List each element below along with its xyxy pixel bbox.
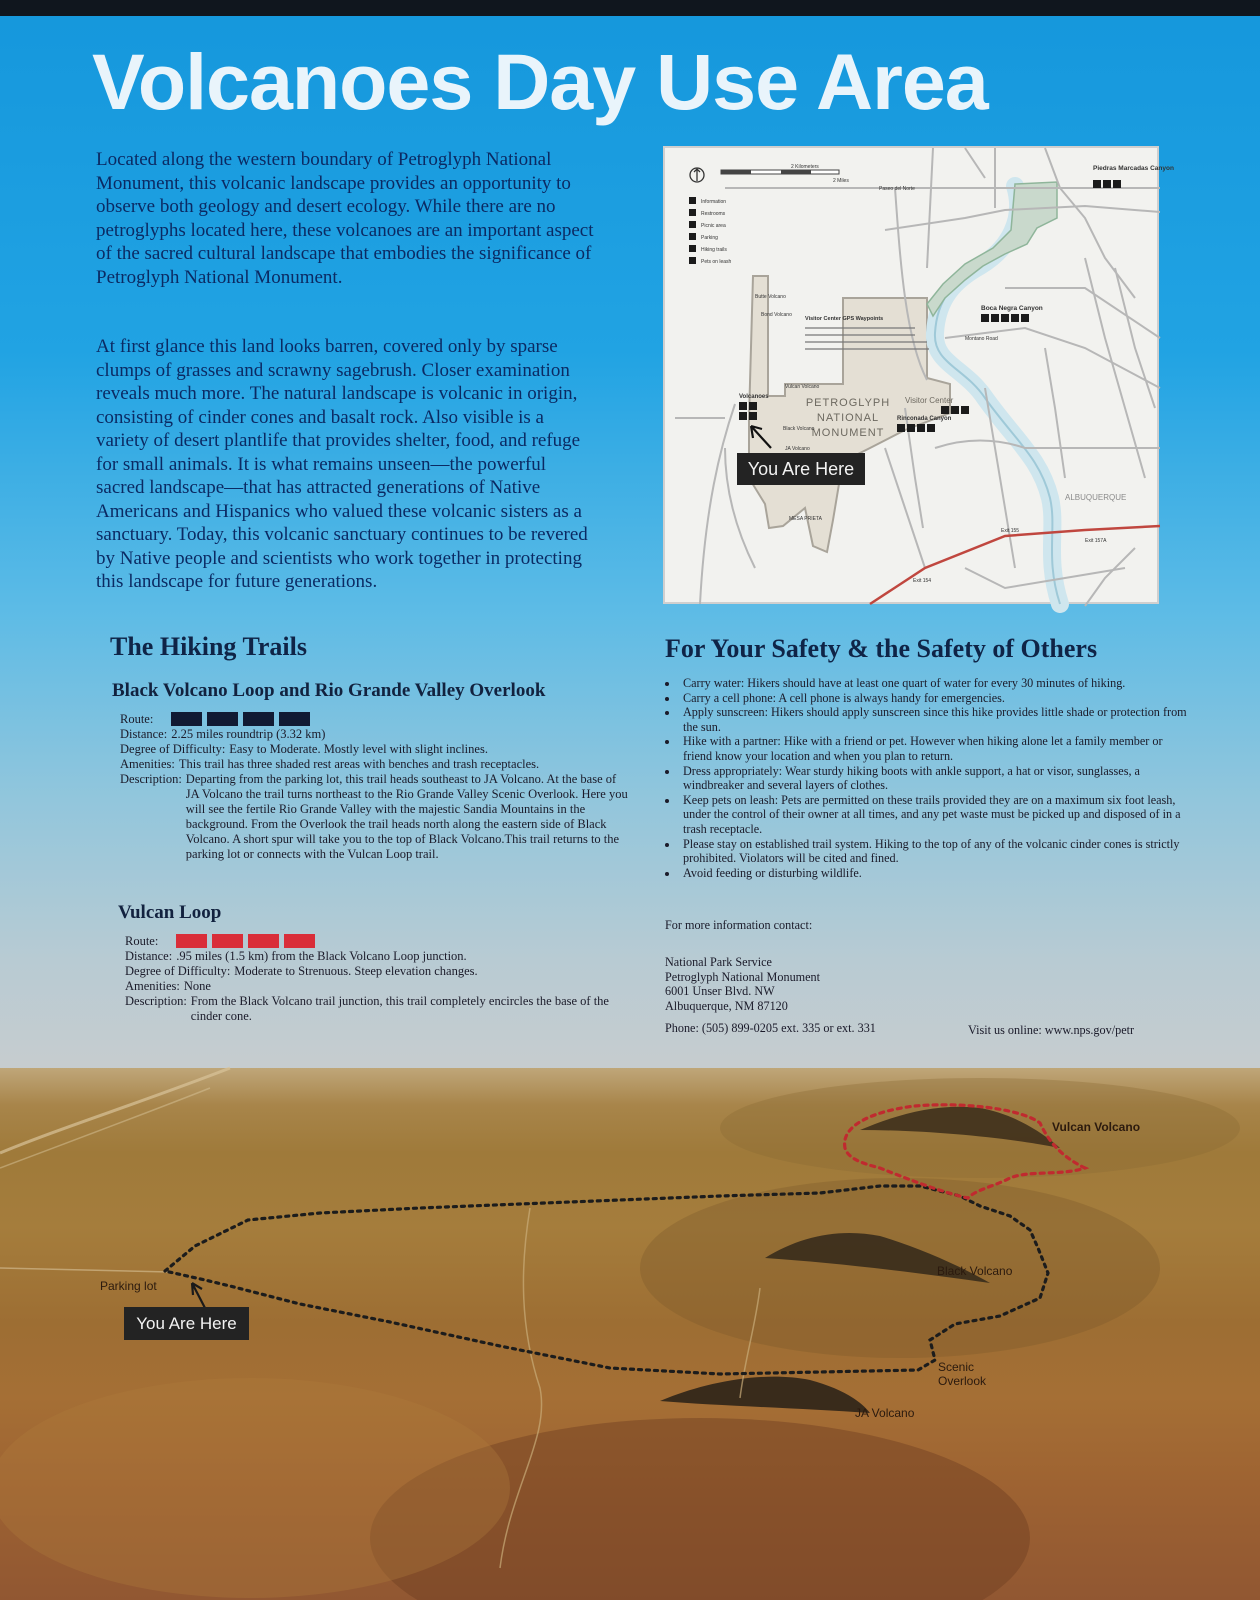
vulcan-volcano-label: Vulcan Volcano (1052, 1120, 1141, 1134)
svg-text:Pets on leash: Pets on leash (701, 259, 732, 265)
contact-intro: For more information contact: (665, 918, 813, 932)
vulcan-distance: .95 miles (1.5 km) from the Black Volcano Loop junction. (176, 949, 467, 963)
svg-text:Hiking trails: Hiking trails (701, 247, 727, 253)
safety-item: • Carry a cell phone: A cell phone is always handy for emergencies. (679, 691, 1189, 706)
intro-paragraph-2: At first glance this land looks barren, covered only by sparse clumps of grasses and scrawny sagebrush. Closer examination reveals much more. The natural landscape is volcanic in origin, consisting of cinder cones and basalt rock. Also visible is a variety of desert plantlife that provides shelter, food, and refuge for small animals. It is what remains unseen—the powerful sacred landscape—that has attracted generations of Native Americans and Hispanics who valued these volcanic sisters as a sanctuary. Today, this volcanic sanctuary continues to be revered by Native people and scientists who work together in protecting this landscape for future generations. (96, 336, 588, 592)
vulcan-route-marker (176, 934, 315, 949)
contact-phone: Phone: (505) 899-0205 ext. 335 or ext. 331 (665, 1021, 876, 1035)
svg-text:Visitor Center: Visitor Center (905, 396, 954, 405)
sign-title: Volcanoes Day Use Area (92, 37, 988, 126)
black-difficulty: Easy to Moderate. Mostly level with slight inclines. (229, 742, 488, 756)
svg-text:Piedras Marcadas Canyon: Piedras Marcadas Canyon (1093, 165, 1174, 172)
svg-text:MESA PRIETA: MESA PRIETA (789, 516, 822, 522)
svg-text:PETROGLYPH: PETROGLYPH (805, 397, 891, 409)
sign-frame-top (0, 0, 1260, 16)
svg-text:Montano Road: Montano Road (965, 336, 998, 342)
contact-website: Visit us online: www.nps.gov/petr (968, 1023, 1135, 1037)
black-volcano-loop-title: Black Volcano Loop and Rio Grande Valley Overlook (112, 680, 546, 701)
black-distance: 2.25 miles roundtrip (3.32 km) (171, 727, 326, 741)
contact-address (665, 955, 820, 1013)
map-you-are-here-label: You Are Here (737, 453, 865, 485)
black-description: Departing from the parking lot, this trail heads southeast to JA Volcano. At the base of JA Volcano the trail turns northeast to the Rio Grande Valley Scenic Overlook. Here you will see the fertile Rio Grande Valley with the majestic Sandia Mountains in the background. From the Overlook the trail heads north along the eastern side of Black Volcano. A short spur will take you to the top of Black Volcano.This trail returns to the parking lot or connects with the Vulcan Loop trail. (185, 772, 628, 861)
vulcan-amenities: None (183, 979, 211, 993)
photo-you-are-here-label: You Are Here (124, 1307, 249, 1340)
black-amenities: This trail has three shaded rest areas with benches and trash receptacles. (178, 757, 540, 771)
svg-text:Exit 157A: Exit 157A (1085, 538, 1107, 544)
svg-text:Volcanoes: Volcanoes (739, 394, 769, 400)
svg-text:Rinconada Canyon: Rinconada Canyon (897, 416, 952, 422)
svg-text:Paseo del Norte: Paseo del Norte (879, 186, 915, 192)
distance-label: Distance: (125, 949, 173, 963)
safety-item: • Dress appropriately: Wear sturdy hiking boots with ankle support, a hat or visor, sunglasses, a windbreaker and several layers of clothes. (679, 764, 1189, 793)
intro-paragraph-1: Located along the western boundary of Petroglyph National Monument, this volcanic landscape provides an opportunity to observe both geology and desert ecology. While there are no petroglyphs located here, these volcanoes are an important aspect of the sacred cultural landscape that embodies the significance of Petroglyph National Monument. (96, 149, 594, 288)
svg-text:ALBUQUERQUE: ALBUQUERQUE (1065, 493, 1127, 502)
svg-text:Information: Information (701, 199, 727, 205)
route-label: Route: (120, 712, 154, 726)
svg-text:Black Volcano: Black Volcano (783, 426, 815, 432)
svg-text:Butte Volcano: Butte Volcano (755, 294, 786, 300)
vulcan-loop-title: Vulcan Loop (118, 902, 222, 923)
address-line: National Park Service (665, 955, 772, 969)
black-volcano-loop-details (120, 712, 630, 862)
difficulty-label: Degree of Difficulty: (125, 964, 231, 978)
parking-lot-label: Parking lot (100, 1279, 157, 1293)
address-line: Albuquerque, NM 87120 (665, 998, 788, 1013)
safety-item: • Apply sunscreen: Hikers should apply sunscreen since this hike provides little shade or protection from the sun. (679, 705, 1189, 734)
svg-text:Bond Volcano: Bond Volcano (761, 312, 792, 318)
monument-label (806, 397, 890, 439)
svg-text:Parking: Parking (701, 235, 718, 241)
address-line: 6001 Unser Blvd. NW (665, 984, 775, 999)
escarpment-area (927, 182, 1057, 316)
route-label: Route: (125, 934, 159, 948)
safety-item: • Avoid feeding or disturbing wildlife. (679, 866, 1189, 881)
svg-text:Restrooms: Restrooms (701, 211, 726, 217)
svg-text:2 Miles: 2 Miles (833, 178, 849, 184)
black-route-marker (171, 712, 310, 727)
svg-text:2 Kilometers: 2 Kilometers (791, 164, 819, 170)
ja-volcano-shape (660, 1377, 870, 1413)
difficulty-label: Degree of Difficulty: (120, 742, 226, 756)
safety-item: • Keep pets on leash: Pets are permitted on these trails provided they are on a maximum six foot leash, under the control of their owner at all times, and any pet waste must be picked up and disposed of in a trash receptacle. (679, 793, 1189, 837)
hiking-trails-heading: The Hiking Trails (110, 632, 307, 661)
safety-item: • Hike with a partner: Hike with a friend or pet. However when hiking alone let a family member or friend know your location and when you plan to return. (679, 734, 1189, 763)
svg-text:Visitor Center GPS Waypoints: Visitor Center GPS Waypoints (805, 316, 884, 322)
amenities-label: Amenities: (125, 979, 180, 993)
safety-list (665, 676, 1189, 880)
address-line: Petroglyph National Monument (665, 969, 821, 984)
vulcan-difficulty: Moderate to Strenuous. Steep elevation changes. (234, 964, 478, 978)
vulcan-loop-details (125, 934, 630, 1024)
aerial-photo (0, 1068, 1260, 1600)
svg-text:NATIONAL: NATIONAL (816, 412, 880, 424)
ja-volcano-label: JA Volcano (855, 1406, 915, 1420)
distance-label: Distance: (120, 727, 168, 741)
photo-arrow-icon (192, 1283, 205, 1308)
safety-item: • Please stay on established trail system. Hiking to the top of any of the volcanic cinder cones is strictly prohibited. Violators will be cited and fined. (679, 837, 1189, 866)
safety-heading: For Your Safety & the Safety of Others (665, 634, 1098, 663)
safety-item: • Carry water: Hikers should have at least one quart of water for every 30 minutes of hiking. (679, 676, 1189, 691)
black-volcano-label: Black Volcano (937, 1264, 1013, 1278)
description-label: Description: (120, 772, 182, 786)
park-map (663, 146, 1174, 604)
description-label: Description: (125, 994, 187, 1008)
svg-text:Exit 155: Exit 155 (1001, 528, 1020, 534)
svg-text:Boca Negra Canyon: Boca Negra Canyon (981, 305, 1043, 312)
vulcan-description: From the Black Volcano trail junction, this trail completely encircles the base of the cinder cone. (190, 994, 609, 1023)
svg-text:Vulcan Volcano: Vulcan Volcano (785, 384, 820, 390)
map-drawing (665, 148, 1174, 606)
svg-text:MONUMENT: MONUMENT (811, 427, 885, 439)
svg-text:JA Volcano: JA Volcano (785, 446, 810, 452)
svg-text:Picnic area: Picnic area (701, 223, 726, 229)
map-legend (689, 197, 732, 265)
amenities-label: Amenities: (120, 757, 175, 771)
svg-text:Exit 154: Exit 154 (913, 578, 932, 584)
scenic-overlook-label: Scenic Overlook (938, 1360, 987, 1388)
